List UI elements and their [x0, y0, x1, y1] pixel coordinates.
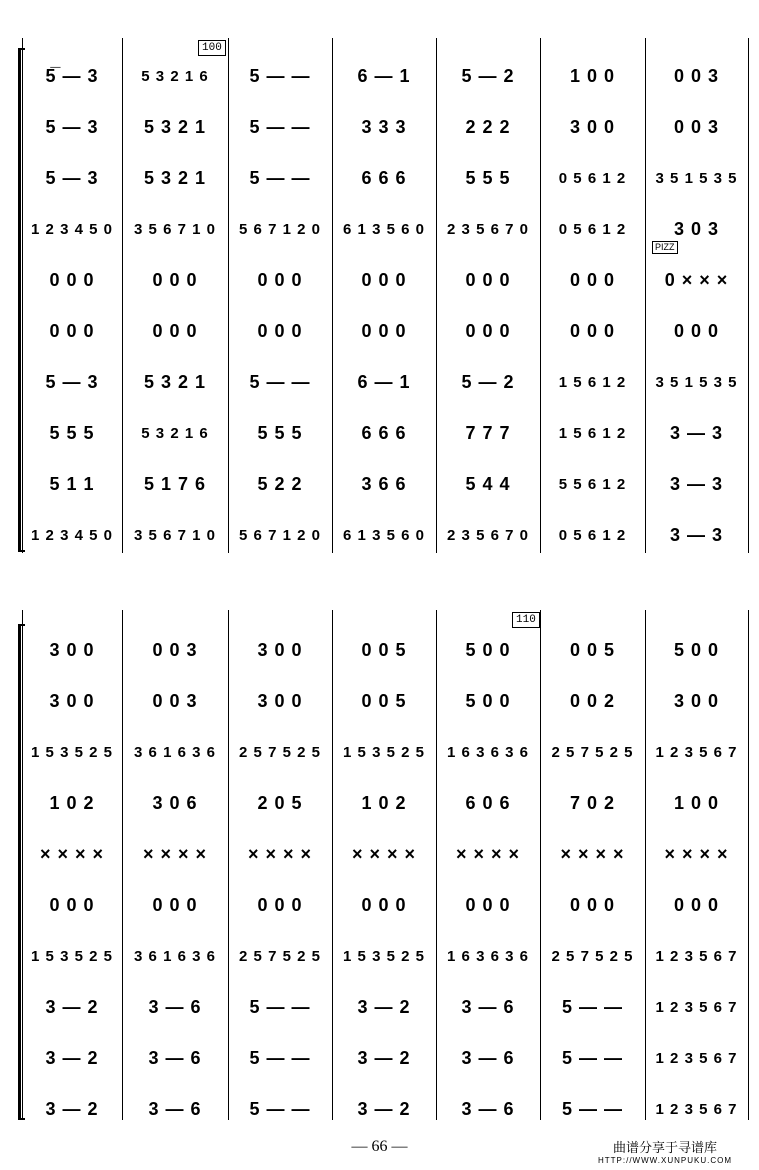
measure-notes: 0 0 0	[361, 894, 407, 915]
measure-notes: × × × ×	[351, 843, 417, 864]
measure-notes: 0 0 3	[152, 690, 198, 711]
measure-notes: 3 0 0	[49, 690, 95, 711]
measure-notes: 5 3 2 1 6	[141, 67, 209, 85]
measure-notes: 5 4 4	[465, 473, 511, 494]
measure-notes: 2 0 5	[257, 792, 303, 813]
measure-notes: 3 0 0	[49, 639, 95, 660]
staff-row	[0, 209, 759, 249]
score-system-2	[0, 610, 759, 1120]
measure-notes: 3 0 0	[257, 639, 303, 660]
measure-notes: 2 3 5 6 7 0	[447, 220, 529, 238]
measure-notes: 0 5 6 1 2	[558, 169, 627, 187]
measure-notes: 6 6 6	[361, 422, 407, 443]
measure-notes: 5 — —	[561, 996, 623, 1017]
measure-notes: 0 5 6 1 2	[558, 220, 627, 238]
measure-notes: 3 — 3	[669, 473, 724, 494]
measure-notes: 1 2 3 5 6 7	[655, 947, 738, 965]
measure-notes: 0 0 0	[49, 894, 95, 915]
staff-row	[0, 681, 759, 721]
measure-notes: 6 1 3 5 6 0	[343, 220, 425, 238]
measure-notes: 5 — —	[249, 167, 311, 188]
measure-notes: 3 — 3	[669, 422, 724, 443]
measure-notes: 0 0 0	[152, 269, 198, 290]
measure-notes: 2 3 5 6 7 0	[447, 526, 529, 544]
measure-notes: 0 0 0	[152, 894, 198, 915]
measure-notes: 3 — 6	[461, 1047, 515, 1068]
measure-notes: 1 2 3 5 6 7	[655, 743, 738, 761]
measure-notes: 1 2 3 5 6 7	[655, 1100, 738, 1118]
measure-notes: 1 2 3 4 5 0	[31, 220, 113, 238]
staff-row	[0, 834, 759, 874]
measure-notes: 1 5 6 1 2	[558, 424, 627, 442]
measure-notes: 2 5 7 5 2 5	[239, 947, 321, 965]
measure-notes: 0 0 0	[569, 894, 616, 915]
measure-notes: 3 — 3	[669, 524, 724, 545]
staff-row	[0, 783, 759, 823]
measure-notes: 5 0 0	[465, 639, 511, 660]
measure-notes: 5 — 2	[461, 371, 515, 392]
staff-row	[0, 56, 759, 96]
measure-notes: 5 — —	[249, 996, 311, 1017]
staff-row	[0, 158, 759, 198]
measure-notes: 0 0 0	[361, 269, 407, 290]
measure-notes: 6 1 3 5 6 0	[343, 526, 425, 544]
staff-row	[0, 311, 759, 351]
measure-notes: 5 5 6 1 2	[558, 475, 627, 493]
measure-notes: 5 — 2	[461, 65, 515, 86]
measure-notes: 6 6 6	[361, 167, 407, 188]
measure-notes: 1 5 3 5 2 5	[343, 743, 425, 761]
measure-notes: 5 3 2 1	[143, 371, 207, 392]
measure-notes: 5 — 3	[45, 116, 99, 137]
measure-notes: 0 0 3	[673, 116, 720, 137]
measure-notes: 5 5 5	[465, 167, 511, 188]
measure-notes: 3 0 3	[673, 218, 720, 239]
measure-notes: × × × ×	[142, 843, 208, 864]
measure-notes: 5 — 3	[45, 167, 99, 188]
measure-notes: 0 0 3	[673, 65, 720, 86]
measure-notes: 5 5 5	[257, 422, 303, 443]
measure-notes: 0 0 0	[673, 894, 720, 915]
measure-notes: 0 0 0	[569, 320, 616, 341]
measure-notes: 3 5 1 5 3 5	[655, 373, 738, 391]
measure-notes: 5 1 7 6	[143, 473, 207, 494]
measure-notes: 0 0 0	[49, 320, 95, 341]
measure-notes: 2 5 7 5 2 5	[239, 743, 321, 761]
measure-notes: 0 0 0	[152, 320, 198, 341]
measure-notes: 1 6 3 6 3 6	[447, 947, 529, 965]
measure-notes: 6 — 1	[357, 65, 411, 86]
page-number: — 66 —	[351, 1138, 408, 1155]
measure-notes: 3 — 6	[148, 1098, 202, 1119]
measure-notes: 1 2 3 5 6 7	[655, 1049, 738, 1067]
score-system-1	[0, 38, 759, 553]
measure-notes: 1 2 3 5 6 7	[655, 998, 738, 1016]
measure-notes: 5 — —	[561, 1047, 623, 1068]
watermark	[590, 1137, 740, 1165]
measure-notes: 3 — 2	[357, 996, 411, 1017]
staff-row	[0, 936, 759, 976]
measure-notes: 0 0 5	[361, 639, 407, 660]
measure-notes: 5 6 7 1 2 0	[239, 526, 321, 544]
measure-notes: 3 — 6	[148, 996, 202, 1017]
measure-notes: 3 — 6	[148, 1047, 202, 1068]
watermark-url: HTTP://WWW.XUNPUKU.COM	[598, 1156, 732, 1165]
measure-notes: 5 — —	[561, 1098, 623, 1119]
measure-notes: 1 0 0	[673, 792, 720, 813]
measure-notes: 1 6 3 6 3 6	[447, 743, 529, 761]
measure-notes: 6 — 1	[357, 371, 411, 392]
measure-notes: 3 0 0	[257, 690, 303, 711]
measure-notes: × × × ×	[560, 843, 625, 864]
pizz-marking: PIZZ	[652, 241, 678, 254]
staff-row	[0, 885, 759, 925]
measure-notes: 0 0 3	[152, 639, 198, 660]
measure-notes: 7 7 7	[465, 422, 511, 443]
measure-notes: 3 — 6	[461, 996, 515, 1017]
measure-notes: 0 0 2	[569, 690, 616, 711]
measure-notes: 0 0 0	[361, 320, 407, 341]
measure-notes: 3 0 0	[673, 690, 720, 711]
measure-notes: 0 0 5	[569, 639, 616, 660]
measure-notes: 5 3 2 1	[143, 116, 207, 137]
rehearsal-mark-110: 110	[512, 612, 540, 628]
measure-notes: 3 0 6	[152, 792, 198, 813]
measure-notes: 3 — 6	[461, 1098, 515, 1119]
watermark-text: 曲谱分享于寻谱库	[612, 1140, 717, 1155]
measure-notes: 1 0 2	[49, 792, 95, 813]
measure-notes: 5 — —	[249, 65, 311, 86]
measure-notes: 0 0 0	[257, 320, 303, 341]
measure-notes: 1 0 2	[361, 792, 407, 813]
measure-notes: 1 0 0	[569, 65, 616, 86]
measure-notes: 3 6 6	[361, 473, 407, 494]
staff-row	[0, 1038, 759, 1078]
measure-notes: 5 — 3	[45, 371, 99, 392]
measure-notes: 5 0 0	[673, 639, 720, 660]
measure-notes: 2 2 2	[465, 116, 511, 137]
measure-notes: 3 0 0	[569, 116, 616, 137]
measure-notes: 0 0 0	[673, 320, 720, 341]
staff-row	[0, 413, 759, 453]
measure-notes: 1 5 3 5 2 5	[31, 743, 113, 761]
measure-notes: 3 — 2	[45, 996, 99, 1017]
measure-notes: 3 6 1 6 3 6	[134, 947, 216, 965]
measure-notes: 5 — —	[249, 1098, 311, 1119]
measure-notes: 7 0 2	[569, 792, 616, 813]
measure-notes: 2 5 7 5 2 5	[551, 947, 634, 965]
measure-notes: 1 5 3 5 2 5	[31, 947, 113, 965]
staff-row	[0, 987, 759, 1027]
measure-notes: 5 2 2	[257, 473, 303, 494]
measure-notes: 2 5 7 5 2 5	[551, 743, 634, 761]
measure-notes: 3 3 3	[361, 116, 407, 137]
measure-notes: 5 6 7 1 2 0	[239, 220, 321, 238]
measure-notes: 0 0 0	[257, 894, 303, 915]
measure-notes: 1 2 3 4 5 0	[31, 526, 113, 544]
staff-row	[0, 260, 759, 300]
measure-notes: 0 0 5	[361, 690, 407, 711]
measure-notes: × × × ×	[39, 843, 105, 864]
measure-notes: 6 0 6	[465, 792, 511, 813]
measure-notes: 5 3 2 1	[143, 167, 207, 188]
measure-notes: × × × ×	[664, 843, 729, 864]
measure-notes: 5 — —	[249, 371, 311, 392]
measure-notes: 0 0 0	[465, 320, 511, 341]
staff-row	[0, 362, 759, 402]
rehearsal-mark-100: 100	[198, 40, 226, 56]
measure-notes: 3 6 1 6 3 6	[134, 743, 216, 761]
staff-row	[0, 1089, 759, 1129]
measure-notes: 0 0 0	[465, 269, 511, 290]
measure-notes: × × × ×	[455, 843, 521, 864]
measure-notes: 0 5 6 1 2	[558, 526, 627, 544]
staff-row	[0, 630, 759, 670]
measure-notes: 3 — 2	[45, 1047, 99, 1068]
measure-notes: 0 0 0	[569, 269, 616, 290]
measure-notes: 3 5 1 5 3 5	[655, 169, 738, 187]
measure-notes: 5 — —	[249, 1047, 311, 1068]
measure-notes: 0 0 0	[257, 269, 303, 290]
staff-row	[0, 464, 759, 504]
staff-row	[0, 732, 759, 772]
measure-notes: 5 5 5	[49, 422, 95, 443]
measure-notes: 1 5 3 5 2 5	[343, 947, 425, 965]
measure-notes: 3 — 2	[357, 1047, 411, 1068]
measure-notes: 5 1 1	[49, 473, 95, 494]
measure-notes: 3 — 2	[45, 1098, 99, 1119]
measure-notes: × × × ×	[247, 843, 313, 864]
measure-notes: 5̅ — 3	[45, 65, 99, 86]
measure-notes: 3 5 6 7 1 0	[134, 526, 216, 544]
measure-notes: 5 — —	[249, 116, 311, 137]
measure-notes: 0 × × ×	[664, 269, 729, 290]
measure-notes: 1 5 6 1 2	[558, 373, 627, 391]
measure-notes: 3 — 2	[357, 1098, 411, 1119]
staff-row	[0, 515, 759, 555]
measure-notes: 3 5 6 7 1 0	[134, 220, 216, 238]
measure-notes: 0 0 0	[49, 269, 95, 290]
measure-notes: 0 0 0	[465, 894, 511, 915]
measure-notes: 5 3 2 1 6	[141, 424, 209, 442]
measure-notes: 5 0 0	[465, 690, 511, 711]
staff-row	[0, 107, 759, 147]
